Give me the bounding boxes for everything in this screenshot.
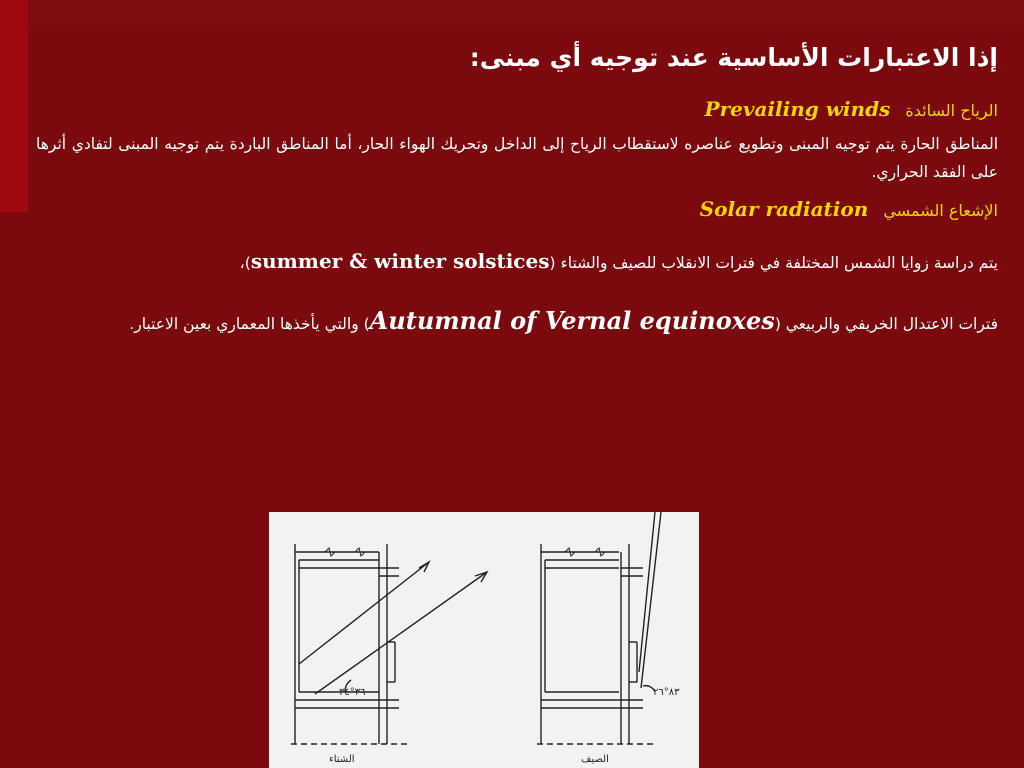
solstice-text-before: يتم دراسة زوايا الشمس المختلفة في فترات الانقلاب للصيف والشتاء ( [549, 254, 998, 272]
spacer [36, 292, 998, 304]
prevailing-paragraph: المناطق الحارة يتم توجيه المبنى وتطويع عناصره لاستقطاب الرياح إلى الداخل وتحريك الهواء الحار، أما المناطق الباردة يتم توجيه المبنى لتفادي أثرها على الفقد الحراري. [36, 135, 998, 181]
sun-angle-diagram [269, 512, 699, 768]
heading-prevailing-winds [36, 96, 998, 124]
equinox-text-en: Autumnal of Vernal equinoxes [369, 306, 775, 335]
heading-prevailing-ar: الرياح السائدة [905, 101, 998, 120]
equinox-text-after: ) والتي يأخذها المعماري بعين الاعتبار. [129, 315, 370, 333]
slide-title: إذا الاعتبارات الأساسية عند توجيه أي مبنى: [469, 43, 998, 72]
summer-sun-ray-2 [641, 512, 661, 688]
equinox-paragraph [36, 304, 998, 341]
heading-solar-ar: الإشعاع الشمسي [883, 201, 998, 220]
top-stripe [0, 0, 1024, 30]
sun-angle-drawing [269, 512, 699, 768]
accent-block [0, 0, 28, 212]
winter-sun-ray-2 [315, 572, 487, 694]
winter-label: الشتاء [329, 754, 355, 765]
heading-solar-en: Solar radiation [699, 197, 869, 221]
solstice-text-en: summer & winter solstices [250, 249, 550, 273]
heading-solar-radiation [36, 196, 998, 224]
solstice-text-after: )، [239, 254, 251, 272]
slide-content [36, 38, 998, 351]
heading-prevailing-en: Prevailing winds [704, 97, 891, 121]
summer-label: الصيف [581, 754, 609, 765]
winter-sun-ray-1 [299, 562, 429, 664]
equinox-text-before: فترات الاعتدال الخريفي والربيعي ( [774, 315, 998, 333]
summer-angle-label: ٨٣°٢٦ [653, 687, 680, 698]
spacer [36, 230, 998, 242]
solstice-paragraph [36, 242, 998, 282]
winter-angle-label: ٣٦°٣٤ [339, 687, 366, 698]
